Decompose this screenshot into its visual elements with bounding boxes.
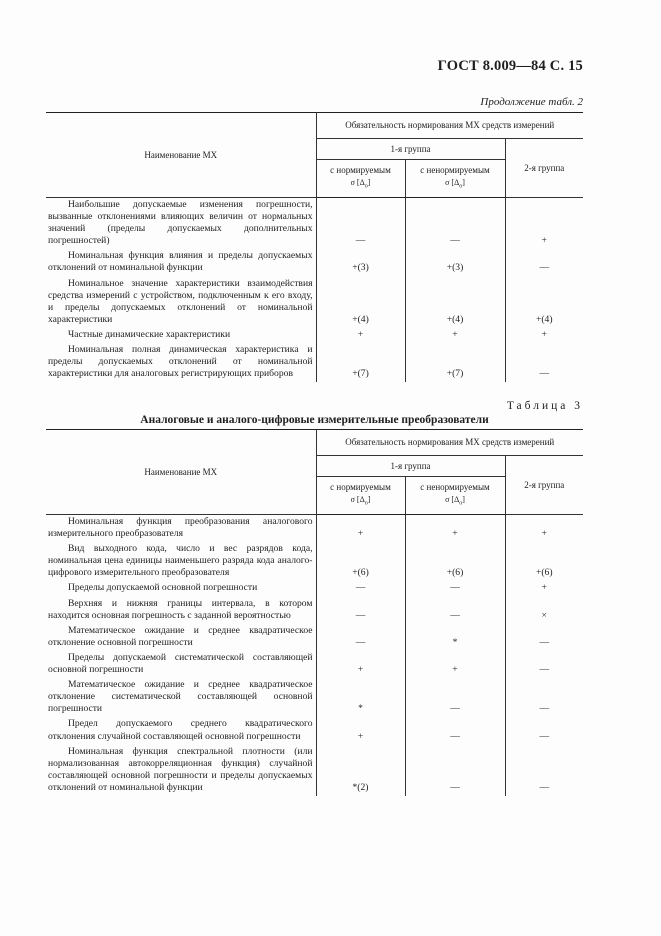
row-name-cell	[46, 581, 316, 596]
row-name-cell	[46, 198, 316, 250]
table-row	[46, 717, 583, 744]
table-3	[46, 429, 583, 796]
row-name-cell	[46, 343, 316, 382]
row-value-v2: +(6)	[405, 542, 505, 581]
row-value-v3: ×	[505, 597, 583, 624]
row-name-text: Номинальная функция преобразования аналогового измерительного преобразователя	[48, 516, 313, 540]
sigma-symbol: σ $[\Delta_o]$	[350, 177, 371, 190]
table-continuation-label: Продолжение табл. 2	[480, 96, 583, 108]
table-row	[46, 198, 583, 250]
row-name-text: Математическое ожидание и среднее квадратическое отклонение систематической составляющей основной погрешности	[48, 679, 313, 715]
sigma-symbol: σ $[\Delta_o]$	[445, 177, 465, 190]
row-value-v3: —	[505, 678, 583, 717]
header-non-normalized	[405, 160, 505, 198]
row-value-v2: —	[405, 717, 505, 744]
row-name-text: Верхняя и нижняя границы интервала, в котором находится основная погрешность с заданной вероятностью	[48, 597, 313, 621]
header-normalized	[316, 160, 405, 198]
row-name-text: Номинальная функция влияния и пределы допускаемых отклонений от номинальной функции	[48, 250, 313, 274]
row-value-v2: —	[405, 745, 505, 796]
row-value-v3: +	[505, 581, 583, 596]
header-normalized-label: с нормируемым	[330, 481, 391, 492]
row-name-cell	[46, 515, 316, 543]
row-value-v1: —	[316, 624, 405, 651]
row-value-v2: +	[405, 515, 505, 543]
table-row	[46, 581, 583, 596]
row-name-text: Математическое ожидание и среднее квадратическое отклонение основной погрешности	[48, 624, 313, 648]
row-value-v3: —	[505, 717, 583, 744]
row-value-v3: +(4)	[505, 277, 583, 328]
row-value-v2: —	[405, 198, 505, 250]
row-value-v2: *	[405, 624, 505, 651]
row-value-v3: —	[505, 651, 583, 678]
header-non-normalized-label: с ненормируемым	[420, 481, 490, 492]
row-value-v1: +(6)	[316, 542, 405, 581]
row-value-v1: *(2)	[316, 745, 405, 796]
table-row	[46, 249, 583, 276]
row-value-v3: —	[505, 343, 583, 382]
row-name-cell	[46, 745, 316, 796]
table-title: Аналоговые и аналого-цифровые измерительные преобразователи	[140, 414, 489, 426]
row-name-cell	[46, 678, 316, 717]
table-row	[46, 328, 583, 343]
row-value-v2: —	[405, 597, 505, 624]
row-value-v3: +(6)	[505, 542, 583, 581]
header-group2: 2-я группа	[505, 456, 583, 515]
table-row	[46, 678, 583, 717]
row-value-v1: —	[316, 198, 405, 250]
row-value-v3: +	[505, 328, 583, 343]
header-obligation: Обязательность нормирования МХ средств измерений	[316, 430, 583, 456]
table-row	[46, 597, 583, 624]
header-group1: 1-я группа	[316, 139, 505, 160]
row-value-v1: +(7)	[316, 343, 405, 382]
table-2-continuation	[46, 112, 583, 382]
row-name-cell	[46, 651, 316, 678]
header-group2: 2-я группа	[505, 139, 583, 198]
page-header: ГОСТ 8.009—84 С. 15	[437, 58, 583, 74]
row-name-text: Частные динамические характеристики	[68, 328, 231, 340]
table-number-label: Таблица 3	[506, 400, 583, 412]
row-value-v2: +	[405, 651, 505, 678]
row-value-v2: +(3)	[405, 249, 505, 276]
row-value-v3: —	[505, 249, 583, 276]
row-value-v1: +	[316, 515, 405, 543]
row-value-v1: +	[316, 651, 405, 678]
row-value-v1: +(3)	[316, 249, 405, 276]
row-value-v2: +(4)	[405, 277, 505, 328]
row-name-text: Вид выходного кода, число и вес разрядов кода, номинальная цена единицы наименьшего разряда кода аналого-цифрового измерительного преобразователя	[48, 543, 313, 579]
table-row	[46, 515, 583, 543]
row-name-text: Предел допускаемого среднего квадратического отклонения случайной составляющей основной погрешности	[48, 718, 313, 742]
row-name-cell	[46, 249, 316, 276]
header-non-normalized	[405, 477, 505, 515]
header-normalized-label: с нормируемым	[330, 164, 391, 175]
header-name: Наименование МХ	[46, 113, 316, 198]
row-value-v2: +	[405, 328, 505, 343]
row-name-cell	[46, 277, 316, 328]
row-name-text: Номинальная функция спектральной плотности (или нормализованная автокорреляционная функция) случайной составляющей основной погрешности и пределы допускаемых отклонений от номинальной функции	[48, 745, 313, 793]
row-name-cell	[46, 328, 316, 343]
table-row	[46, 624, 583, 651]
row-value-v3: —	[505, 624, 583, 651]
row-value-v2: —	[405, 678, 505, 717]
table-row	[46, 651, 583, 678]
row-name-text: Пределы допускаемой основной погрешности	[68, 582, 258, 594]
row-value-v3: —	[505, 745, 583, 796]
row-name-text: Наибольшие допускаемые изменения погрешности, вызванные отклонениями влияющих величин от нормальных значений (пределы допускаемых дополнительных погрешностей)	[48, 199, 313, 247]
row-value-v1: +	[316, 717, 405, 744]
table-row	[46, 343, 583, 382]
row-value-v1: +(4)	[316, 277, 405, 328]
row-name-text: Номинальная полная динамическая характеристика и пределы допускаемых отклонений от номинальной характеристики для аналоговых регистрирующих приборов	[48, 344, 313, 380]
row-value-v1: —	[316, 581, 405, 596]
header-name: Наименование МХ	[46, 430, 316, 515]
header-normalized	[316, 477, 405, 515]
table-row	[46, 745, 583, 796]
header-obligation: Обязательность нормирования МХ средств измерений	[316, 113, 583, 139]
header-non-normalized-label: с ненормируемым	[420, 164, 490, 175]
table-row	[46, 542, 583, 581]
row-value-v3: +	[505, 198, 583, 250]
row-name-text: Номинальное значение характеристики взаимодействия средства измерений с устройством, подключенным к его входу, и пределы допускаемых отклонений от номинальной характеристики	[48, 277, 313, 325]
row-name-text: Пределы допускаемой систематической составляющей основной погрешности	[48, 651, 313, 676]
row-name-cell	[46, 717, 316, 744]
row-value-v1: —	[316, 597, 405, 624]
table-row	[46, 277, 583, 328]
row-name-cell	[46, 624, 316, 651]
row-name-cell	[46, 542, 316, 581]
row-name-cell	[46, 597, 316, 624]
row-value-v2: +(7)	[405, 343, 505, 382]
row-value-v2: —	[405, 581, 505, 596]
sigma-symbol: σ $[\Delta_o]$	[350, 494, 371, 507]
row-value-v1: *	[316, 678, 405, 717]
row-value-v3: +	[505, 515, 583, 543]
sigma-symbol: σ $[\Delta_o]$	[445, 494, 465, 507]
header-group1: 1-я группа	[316, 456, 505, 477]
row-value-v1: +	[316, 328, 405, 343]
